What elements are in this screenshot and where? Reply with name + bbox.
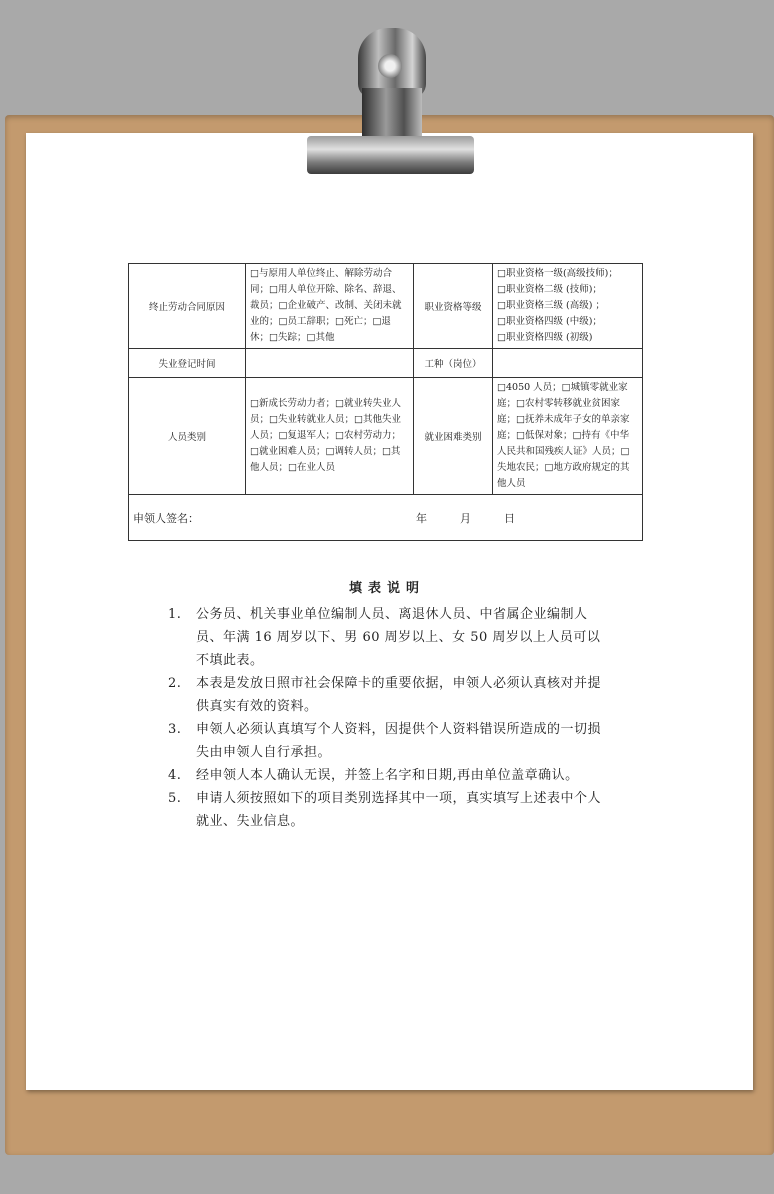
list-item [168,718,608,764]
item-text: 经申领人本人确认无误，并签上名字和日期,再由单位盖章确认。 [196,768,579,783]
job-type-field[interactable] [493,349,643,378]
clip-body [362,88,422,138]
difficulty-category-options[interactable]: □4050 人员；□城镇零就业家庭；□农村零转移就业贫困家庭；□抚养未成年子女的单亲家庭；□低保对象；□持有《中华人民共和国残疾人证》人员；□失地农民；□地方政府规定的其他人员 [493,378,643,495]
termination-reason-options[interactable]: □与原用人单位终止、解除劳动合同；□用人单位开除、除名、辞退、裁员；□企业破产、改制、关闭未就业的；□员工辞职；□死亡；□退休；□失踪；□其他 [246,264,414,349]
instructions-list [168,603,608,833]
item-text: 本表是发放日照市社会保障卡的重要依据，申领人必须认真核对并提供真实有效的资料。 [196,676,602,714]
label-person-category: 人员类别 [129,378,246,495]
qualification-option[interactable]: □职业资格四级 (中级)； [497,316,602,327]
qualification-level-options[interactable] [493,264,643,349]
signature-label: 申领人签名： [133,511,199,525]
list-item [168,787,608,833]
item-number: 5. [168,791,182,806]
table-row [129,378,643,495]
date-fields [416,510,548,526]
qualification-option[interactable]: □职业资格四级 (初级) [497,332,593,343]
unemployment-date-field[interactable] [246,349,414,378]
list-item [168,672,608,718]
qualification-option[interactable]: □职业资格一级(高级技师)； [497,268,618,279]
application-form-table [128,263,643,541]
item-number: 3. [168,722,182,737]
label-unemployment-date: 失业登记时间 [129,349,246,378]
item-text: 公务员、机关事业单位编制人员、离退休人员、中省属企业编制人员、年满 16 周岁以下、男 60 周岁以上、女 50 周岁以上人员可以不填此表。 [196,607,601,668]
label-qualification-level: 职业资格等级 [414,264,493,349]
month-label: 月 [460,511,471,525]
signature-cell[interactable] [129,495,643,541]
item-text: 申请人须按照如下的项目类别选择其中一项，真实填写上述表中个人就业、失业信息。 [196,791,602,829]
label-difficulty-category: 就业困难类别 [414,378,493,495]
qualification-option[interactable]: □职业资格三级 (高级) ； [497,300,605,311]
year-label: 年 [416,511,427,525]
table-row [129,495,643,541]
day-label: 日 [504,511,515,525]
table-row [129,264,643,349]
list-item [168,603,608,672]
instructions-title: 填表说明 [348,581,425,596]
table-row [129,349,643,378]
binder-clip [307,136,474,174]
person-category-options[interactable]: □新成长劳动力者；□就业转失业人员；□失业转就业人员；□其他失业人员；□复退军人；□农村劳动力；□就业困难人员；□调转人员；□其他人员；□在业人员 [246,378,414,495]
label-termination-reason: 终止劳动合同原因 [129,264,246,349]
clip-hole [378,54,402,78]
label-job-type: 工种（岗位） [414,349,493,378]
item-number: 2. [168,676,182,691]
qualification-option[interactable]: □职业资格二级 (技师)； [497,284,602,295]
list-item [168,764,608,787]
item-number: 4. [168,768,182,783]
item-text: 申领人必须认真填写个人资料，因提供个人资料错误所造成的一切损失由申领人自行承担。 [196,722,602,760]
item-number: 1. [168,607,182,622]
